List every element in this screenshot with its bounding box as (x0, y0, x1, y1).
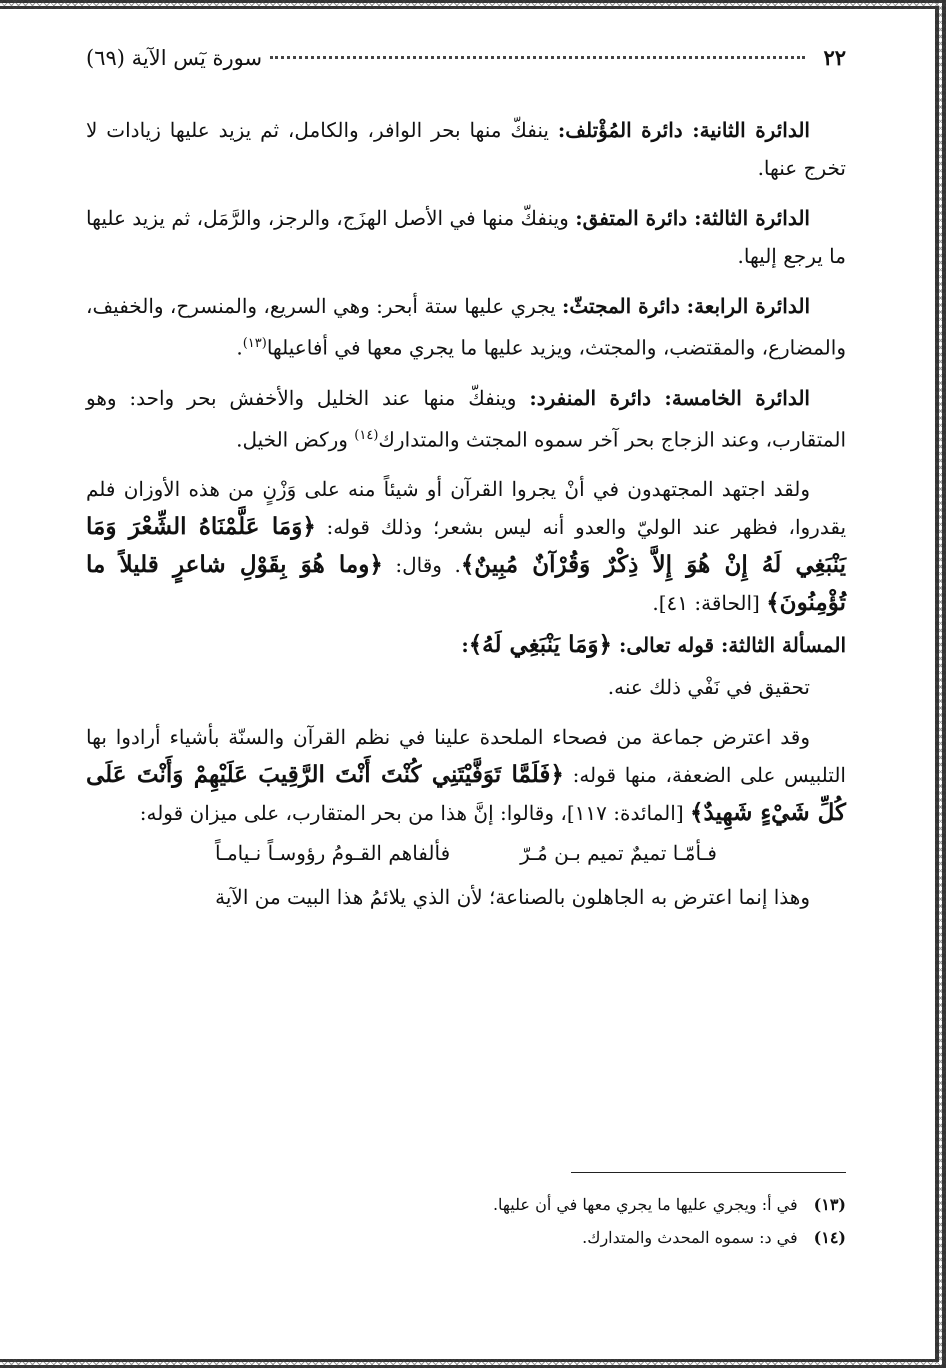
paragraph-text: وينفكّ منها في الأصل الهزَج، والرجز، والرَّمَل، ثم يزيد عليها ما يرجع إليها. (86, 206, 846, 268)
quran-verse: ﴿وما هُوَ بِقَوْلِ شاعرٍ قليلاً ما تُؤْمِنُونَ﴾ (86, 551, 846, 617)
footnote-14 (146, 1221, 846, 1254)
paragraph-circle-4 (86, 287, 846, 367)
paragraph-last-line: وهذا إنما اعترض به الجاهلون بالصناعة؛ لأن الذي يلائمُ هذا البيت من الآية (215, 885, 810, 910)
paragraph-text: يجري عليها ستة أبحر: وهي السريع، والمنسرح، والخفيف، والمضارع، والمقتضب، والمجتث، ويزيد عليها ما يجري معها في أفاعيلها (86, 294, 846, 360)
footnote-ref[interactable]: (١٣) (242, 336, 267, 351)
running-header (86, 45, 846, 83)
paragraph-text: وقد اعترض جماعة من فصحاء الملحدة علينا في نظم القرآن والسنّة بأشياء أرادوا بها التلبيس على الضعفة، منها قوله: (86, 725, 846, 788)
paragraph-text: ينفكّ منها بحر الوافر، والكامل، ثم يزيد عليها زيادات لا تخرج عنها. (86, 118, 846, 180)
paragraph-lead: الدائرة الرابعة: دائرة المجتثّ: (562, 294, 810, 318)
verse-hemistich-2: فألفاهم القـومُ رؤوسـاً نـيامـاً (215, 841, 451, 866)
footnote-text: في أ: ويجري عليها ما يجري معها في أن عليها. (492, 1195, 798, 1214)
footnote-ref[interactable]: (١٤) (354, 427, 379, 443)
quran-verse: ﴿وَمَا عَلَّمْنَاهُ الشِّعْرَ وَمَا يَنْبَغِي لَهُ إِنْ هُوَ إِلاَّ ذِكْرٌ وَقُرْآنٌ مُبِينٌ﴾ (86, 513, 846, 579)
paragraph-objection (86, 718, 846, 832)
paragraph-tail: . (236, 335, 243, 360)
masala-heading (86, 626, 846, 664)
footnote-13 (146, 1188, 846, 1221)
page-content (86, 45, 846, 928)
verse-hemistich-1: فـأمّـا تميمٌ تميم بـن مُـرّ (520, 841, 717, 866)
paragraph-lead: الدائرة الخامسة: دائرة المنفرد: (529, 385, 810, 410)
quran-verse: ﴿فَلَمَّا تَوَفَّيْتَنِي كُنْتَ أَنْتَ الرَّقِيبَ عَلَيْهِمْ وَأَنْتَ عَلَى كُلِّ شَيْءٍ شَهِيدٌ﴾ (86, 761, 846, 827)
tahqiq-line: تحقيق في نَفْي ذلك عنه. (607, 675, 810, 700)
paragraph-text: ولقد اجتهد المجتهدون في أنْ يجروا القرآن أو شيئاً منه على وَزْنٍ من هذه الأوزان فلم يقدروا، فظهر عند الوليّ والعدو أنه ليس بشعر؛ وذلك قوله: (86, 477, 847, 540)
poetry-verse (86, 834, 846, 872)
footnote-text: في د: سموه المحدث والمتدارك. (582, 1228, 798, 1247)
quran-verse: ﴿وَمَا يَنْبَغِي لَهُ﴾ (468, 631, 612, 659)
page-number: ٢٢ (823, 45, 846, 70)
paragraph-poetry-attempts (86, 470, 846, 622)
border-pattern-right (935, 0, 946, 1368)
footnote-number: (١٣) (813, 1195, 846, 1214)
masala-lead: المسألة الثالثة: قوله تعالى: (612, 633, 846, 658)
paragraph-lead: الدائرة الثالثة: دائرة المتفق: (575, 206, 810, 230)
paragraph-text: [الحاقة: ٤١]. (652, 591, 767, 616)
paragraph-circle-2 (86, 111, 846, 187)
border-pattern-top (0, 0, 935, 9)
running-title: سورة يٓس الآية (٦٩) (86, 46, 263, 70)
paragraph-circle-3 (86, 199, 846, 275)
paragraph-text: وينفكّ منها عند الخليل والأخفش بحر واحد: وهو المتقارب، وعند الزجاج بحر آخر سموه المجتث والمتدارك (86, 385, 846, 452)
footnote-number: (١٤) (813, 1228, 846, 1247)
header-dots (270, 56, 805, 59)
masala-tail: : (461, 633, 469, 658)
paragraph-text: . وقال: (382, 553, 461, 578)
paragraph-text: [المائدة: ١١٧]، وقالوا: إنَّ هذا من بحر المتقارب، على ميزان قوله: (139, 801, 690, 826)
paragraph-tail: وركض الخيل. (236, 427, 355, 452)
paragraph-circle-5 (86, 379, 846, 459)
footnotes (146, 1188, 846, 1254)
paragraph-lead: الدائرة الثانية: دائرة المُؤْتلف: (557, 118, 810, 142)
border-pattern-bottom (0, 1359, 935, 1368)
footnote-separator (571, 1172, 846, 1173)
